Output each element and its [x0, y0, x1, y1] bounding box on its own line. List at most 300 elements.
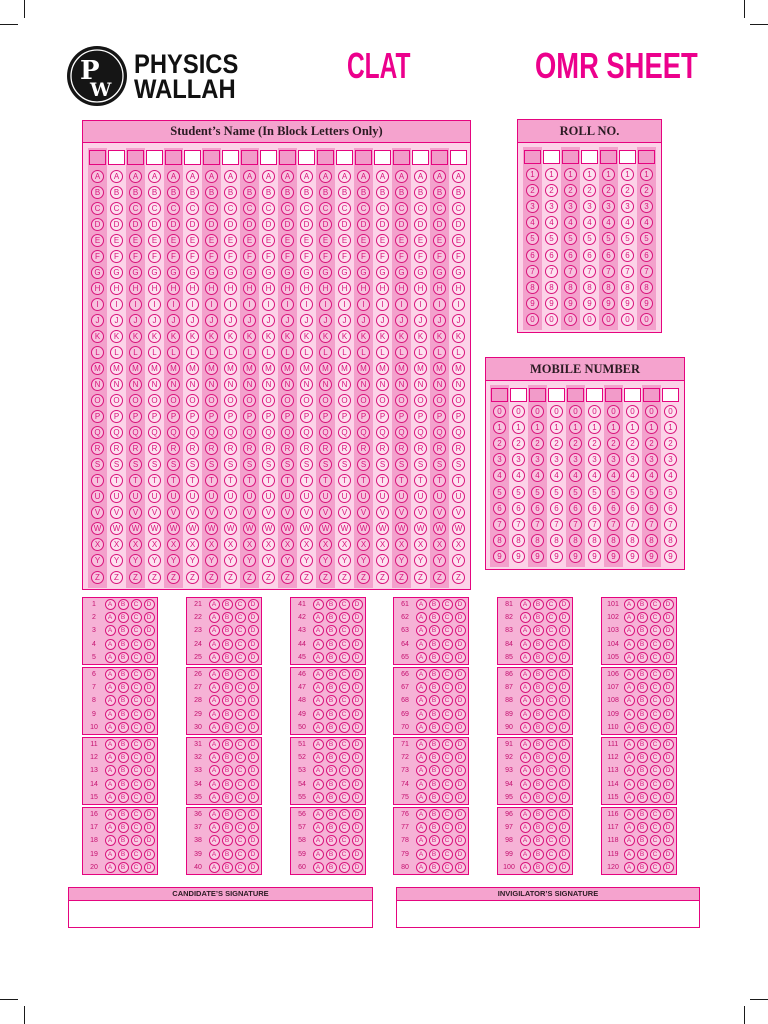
- name-bubble[interactable]: I: [129, 298, 142, 311]
- answer-bubble[interactable]: C: [442, 862, 453, 873]
- name-bubble[interactable]: H: [414, 282, 427, 295]
- name-bubble[interactable]: L: [129, 346, 142, 359]
- mobile-bubble[interactable]: 5: [512, 486, 525, 499]
- name-bubble[interactable]: R: [262, 442, 275, 455]
- answer-bubble[interactable]: C: [442, 682, 453, 693]
- mobile-bubble[interactable]: 4: [626, 469, 639, 482]
- answer-bubble[interactable]: C: [235, 835, 246, 846]
- answer-bubble[interactable]: A: [105, 792, 116, 803]
- answer-bubble[interactable]: B: [637, 779, 648, 790]
- answer-bubble[interactable]: B: [222, 682, 233, 693]
- name-bubble[interactable]: N: [319, 378, 332, 391]
- name-bubble[interactable]: A: [281, 170, 294, 183]
- name-bubble[interactable]: P: [300, 410, 313, 423]
- answer-bubble[interactable]: D: [352, 792, 363, 803]
- roll-bubble[interactable]: 8: [564, 281, 577, 294]
- name-bubble[interactable]: Z: [186, 571, 199, 584]
- name-bubble[interactable]: O: [452, 394, 465, 407]
- answer-bubble[interactable]: A: [105, 599, 116, 610]
- name-bubble[interactable]: I: [338, 298, 351, 311]
- name-bubble[interactable]: F: [452, 250, 465, 263]
- roll-bubble[interactable]: 2: [583, 184, 596, 197]
- answer-bubble[interactable]: A: [416, 739, 427, 750]
- roll-bubble[interactable]: 5: [564, 232, 577, 245]
- name-bubble[interactable]: P: [110, 410, 123, 423]
- name-bubble[interactable]: L: [281, 346, 294, 359]
- name-bubble[interactable]: P: [224, 410, 237, 423]
- name-bubble[interactable]: S: [414, 458, 427, 471]
- mobile-bubble[interactable]: 5: [588, 486, 601, 499]
- answer-bubble[interactable]: A: [624, 792, 635, 803]
- mobile-bubble[interactable]: 4: [531, 469, 544, 482]
- name-bubble[interactable]: M: [91, 362, 104, 375]
- name-bubble[interactable]: M: [167, 362, 180, 375]
- name-bubble[interactable]: P: [452, 410, 465, 423]
- name-bubble[interactable]: J: [414, 314, 427, 327]
- name-bubble[interactable]: A: [414, 170, 427, 183]
- answer-bubble[interactable]: B: [326, 765, 337, 776]
- mobile-bubble[interactable]: 8: [531, 534, 544, 547]
- name-bubble[interactable]: B: [319, 186, 332, 199]
- name-bubble[interactable]: B: [300, 186, 313, 199]
- name-bubble[interactable]: I: [243, 298, 256, 311]
- name-bubble[interactable]: K: [300, 330, 313, 343]
- name-bubble[interactable]: A: [148, 170, 161, 183]
- answer-bubble[interactable]: B: [222, 612, 233, 623]
- answer-bubble[interactable]: A: [313, 722, 324, 733]
- name-bubble[interactable]: F: [357, 250, 370, 263]
- name-bubble[interactable]: U: [205, 490, 218, 503]
- answer-bubble[interactable]: D: [663, 625, 674, 636]
- name-bubble[interactable]: K: [148, 330, 161, 343]
- name-bubble[interactable]: F: [186, 250, 199, 263]
- name-bubble[interactable]: L: [452, 346, 465, 359]
- name-bubble[interactable]: N: [357, 378, 370, 391]
- name-bubble[interactable]: V: [129, 506, 142, 519]
- answer-bubble[interactable]: C: [546, 682, 557, 693]
- name-bubble[interactable]: J: [205, 314, 218, 327]
- mobile-entry-box[interactable]: [662, 388, 679, 402]
- answer-bubble[interactable]: A: [624, 682, 635, 693]
- answer-bubble[interactable]: C: [546, 652, 557, 663]
- answer-bubble[interactable]: C: [339, 612, 350, 623]
- name-bubble[interactable]: U: [129, 490, 142, 503]
- roll-bubble[interactable]: 5: [602, 232, 615, 245]
- name-bubble[interactable]: Q: [262, 426, 275, 439]
- name-bubble[interactable]: J: [148, 314, 161, 327]
- answer-bubble[interactable]: A: [105, 652, 116, 663]
- name-bubble[interactable]: Z: [414, 571, 427, 584]
- mobile-entry-box[interactable]: [529, 388, 546, 402]
- answer-bubble[interactable]: D: [352, 822, 363, 833]
- mobile-bubble[interactable]: 0: [531, 405, 544, 418]
- mobile-bubble[interactable]: 1: [569, 421, 582, 434]
- name-bubble[interactable]: U: [357, 490, 370, 503]
- name-bubble[interactable]: M: [414, 362, 427, 375]
- mobile-bubble[interactable]: 5: [531, 486, 544, 499]
- answer-bubble[interactable]: A: [313, 682, 324, 693]
- name-bubble[interactable]: T: [281, 474, 294, 487]
- name-bubble[interactable]: Q: [357, 426, 370, 439]
- answer-bubble[interactable]: A: [313, 835, 324, 846]
- name-bubble[interactable]: V: [452, 506, 465, 519]
- answer-bubble[interactable]: C: [235, 739, 246, 750]
- mobile-bubble[interactable]: 6: [550, 502, 563, 515]
- name-bubble[interactable]: A: [205, 170, 218, 183]
- answer-bubble[interactable]: A: [624, 695, 635, 706]
- name-bubble[interactable]: J: [376, 314, 389, 327]
- mobile-bubble[interactable]: 8: [493, 534, 506, 547]
- answer-bubble[interactable]: D: [455, 835, 466, 846]
- answer-bubble[interactable]: C: [650, 849, 661, 860]
- name-bubble[interactable]: T: [148, 474, 161, 487]
- answer-bubble[interactable]: D: [248, 652, 259, 663]
- name-bubble[interactable]: I: [414, 298, 427, 311]
- answer-bubble[interactable]: D: [455, 822, 466, 833]
- name-bubble[interactable]: X: [91, 538, 104, 551]
- roll-bubble[interactable]: 4: [602, 216, 615, 229]
- name-bubble[interactable]: X: [262, 538, 275, 551]
- answer-bubble[interactable]: A: [209, 652, 220, 663]
- name-bubble[interactable]: T: [243, 474, 256, 487]
- name-bubble[interactable]: C: [300, 202, 313, 215]
- mobile-bubble[interactable]: 0: [588, 405, 601, 418]
- name-bubble[interactable]: R: [148, 442, 161, 455]
- name-bubble[interactable]: B: [205, 186, 218, 199]
- name-bubble[interactable]: B: [224, 186, 237, 199]
- mobile-bubble[interactable]: 8: [607, 534, 620, 547]
- mobile-bubble[interactable]: 8: [569, 534, 582, 547]
- answer-bubble[interactable]: C: [546, 695, 557, 706]
- name-bubble[interactable]: D: [319, 218, 332, 231]
- name-bubble[interactable]: X: [281, 538, 294, 551]
- name-bubble[interactable]: W: [395, 522, 408, 535]
- mobile-bubble[interactable]: 3: [569, 453, 582, 466]
- answer-bubble[interactable]: D: [352, 652, 363, 663]
- roll-bubble[interactable]: 8: [526, 281, 539, 294]
- answer-bubble[interactable]: B: [118, 695, 129, 706]
- answer-bubble[interactable]: B: [533, 682, 544, 693]
- name-bubble[interactable]: A: [91, 170, 104, 183]
- mobile-bubble[interactable]: 5: [664, 486, 677, 499]
- invigilator-signature-field[interactable]: [397, 901, 699, 927]
- answer-bubble[interactable]: D: [352, 695, 363, 706]
- name-bubble[interactable]: X: [414, 538, 427, 551]
- answer-bubble[interactable]: C: [339, 695, 350, 706]
- name-bubble[interactable]: W: [414, 522, 427, 535]
- name-bubble[interactable]: B: [452, 186, 465, 199]
- name-bubble[interactable]: W: [357, 522, 370, 535]
- answer-bubble[interactable]: D: [144, 612, 155, 623]
- answer-bubble[interactable]: A: [313, 822, 324, 833]
- name-bubble[interactable]: S: [243, 458, 256, 471]
- name-bubble[interactable]: S: [148, 458, 161, 471]
- answer-bubble[interactable]: C: [442, 765, 453, 776]
- name-bubble[interactable]: Z: [91, 571, 104, 584]
- answer-bubble[interactable]: C: [442, 792, 453, 803]
- name-bubble[interactable]: D: [338, 218, 351, 231]
- answer-bubble[interactable]: D: [144, 625, 155, 636]
- answer-bubble[interactable]: B: [429, 612, 440, 623]
- name-bubble[interactable]: V: [319, 506, 332, 519]
- answer-bubble[interactable]: D: [455, 849, 466, 860]
- mobile-bubble[interactable]: 7: [531, 518, 544, 531]
- name-bubble[interactable]: F: [148, 250, 161, 263]
- answer-bubble[interactable]: C: [131, 809, 142, 820]
- answer-bubble[interactable]: B: [222, 862, 233, 873]
- answer-bubble[interactable]: C: [650, 739, 661, 750]
- name-bubble[interactable]: X: [452, 538, 465, 551]
- answer-bubble[interactable]: C: [235, 612, 246, 623]
- name-bubble[interactable]: J: [281, 314, 294, 327]
- answer-bubble[interactable]: D: [559, 625, 570, 636]
- name-bubble[interactable]: T: [433, 474, 446, 487]
- answer-bubble[interactable]: D: [248, 849, 259, 860]
- name-bubble[interactable]: O: [433, 394, 446, 407]
- name-bubble[interactable]: S: [338, 458, 351, 471]
- mobile-bubble[interactable]: 8: [512, 534, 525, 547]
- name-bubble[interactable]: J: [167, 314, 180, 327]
- answer-bubble[interactable]: D: [455, 639, 466, 650]
- answer-bubble[interactable]: C: [546, 739, 557, 750]
- name-bubble[interactable]: F: [243, 250, 256, 263]
- name-bubble[interactable]: O: [376, 394, 389, 407]
- name-bubble[interactable]: A: [376, 170, 389, 183]
- answer-bubble[interactable]: B: [429, 792, 440, 803]
- name-bubble[interactable]: H: [395, 282, 408, 295]
- mobile-bubble[interactable]: 1: [531, 421, 544, 434]
- name-bubble[interactable]: O: [167, 394, 180, 407]
- name-bubble[interactable]: M: [110, 362, 123, 375]
- name-bubble[interactable]: Z: [452, 571, 465, 584]
- name-bubble[interactable]: N: [338, 378, 351, 391]
- answer-bubble[interactable]: D: [663, 669, 674, 680]
- name-bubble[interactable]: D: [300, 218, 313, 231]
- mobile-bubble[interactable]: 0: [664, 405, 677, 418]
- answer-bubble[interactable]: B: [326, 739, 337, 750]
- answer-bubble[interactable]: C: [339, 599, 350, 610]
- answer-bubble[interactable]: C: [235, 599, 246, 610]
- name-bubble[interactable]: H: [376, 282, 389, 295]
- name-bubble[interactable]: X: [205, 538, 218, 551]
- name-bubble[interactable]: R: [167, 442, 180, 455]
- answer-bubble[interactable]: C: [650, 639, 661, 650]
- name-bubble[interactable]: D: [414, 218, 427, 231]
- mobile-bubble[interactable]: 6: [664, 502, 677, 515]
- answer-bubble[interactable]: B: [118, 709, 129, 720]
- roll-bubble[interactable]: 0: [621, 313, 634, 326]
- name-bubble[interactable]: V: [243, 506, 256, 519]
- mobile-bubble[interactable]: 1: [626, 421, 639, 434]
- roll-entry-box[interactable]: [581, 150, 598, 164]
- mobile-bubble[interactable]: 7: [512, 518, 525, 531]
- answer-bubble[interactable]: A: [624, 709, 635, 720]
- name-bubble[interactable]: V: [357, 506, 370, 519]
- answer-bubble[interactable]: C: [131, 862, 142, 873]
- answer-bubble[interactable]: D: [559, 599, 570, 610]
- name-bubble[interactable]: A: [300, 170, 313, 183]
- name-bubble[interactable]: X: [395, 538, 408, 551]
- name-bubble[interactable]: X: [300, 538, 313, 551]
- mobile-bubble[interactable]: 6: [531, 502, 544, 515]
- answer-bubble[interactable]: D: [559, 669, 570, 680]
- name-bubble[interactable]: E: [433, 234, 446, 247]
- name-bubble[interactable]: G: [376, 266, 389, 279]
- answer-bubble[interactable]: D: [559, 779, 570, 790]
- answer-bubble[interactable]: A: [313, 779, 324, 790]
- name-bubble[interactable]: U: [91, 490, 104, 503]
- answer-bubble[interactable]: A: [520, 695, 531, 706]
- name-bubble[interactable]: L: [433, 346, 446, 359]
- answer-bubble[interactable]: C: [339, 709, 350, 720]
- mobile-bubble[interactable]: 4: [569, 469, 582, 482]
- name-bubble[interactable]: X: [357, 538, 370, 551]
- answer-bubble[interactable]: D: [455, 862, 466, 873]
- name-bubble[interactable]: L: [148, 346, 161, 359]
- answer-bubble[interactable]: D: [352, 669, 363, 680]
- answer-bubble[interactable]: A: [416, 722, 427, 733]
- roll-bubble[interactable]: 3: [640, 200, 653, 213]
- name-bubble[interactable]: K: [110, 330, 123, 343]
- name-bubble[interactable]: X: [186, 538, 199, 551]
- answer-bubble[interactable]: B: [326, 695, 337, 706]
- answer-bubble[interactable]: A: [105, 625, 116, 636]
- name-bubble[interactable]: C: [129, 202, 142, 215]
- roll-bubble[interactable]: 2: [640, 184, 653, 197]
- mobile-bubble[interactable]: 6: [569, 502, 582, 515]
- answer-bubble[interactable]: C: [546, 809, 557, 820]
- answer-bubble[interactable]: B: [326, 682, 337, 693]
- answer-bubble[interactable]: C: [650, 722, 661, 733]
- answer-bubble[interactable]: B: [222, 792, 233, 803]
- answer-bubble[interactable]: C: [442, 639, 453, 650]
- roll-bubble[interactable]: 8: [640, 281, 653, 294]
- answer-bubble[interactable]: D: [248, 695, 259, 706]
- roll-bubble[interactable]: 2: [526, 184, 539, 197]
- name-bubble[interactable]: F: [129, 250, 142, 263]
- name-bubble[interactable]: R: [224, 442, 237, 455]
- name-bubble[interactable]: U: [167, 490, 180, 503]
- name-bubble[interactable]: C: [224, 202, 237, 215]
- answer-bubble[interactable]: B: [533, 779, 544, 790]
- answer-bubble[interactable]: C: [546, 822, 557, 833]
- name-bubble[interactable]: G: [395, 266, 408, 279]
- name-bubble[interactable]: P: [167, 410, 180, 423]
- name-entry-box[interactable]: [165, 150, 182, 165]
- name-bubble[interactable]: B: [186, 186, 199, 199]
- name-bubble[interactable]: M: [300, 362, 313, 375]
- answer-bubble[interactable]: D: [248, 612, 259, 623]
- answer-bubble[interactable]: B: [533, 849, 544, 860]
- answer-bubble[interactable]: A: [313, 739, 324, 750]
- name-bubble[interactable]: D: [262, 218, 275, 231]
- name-bubble[interactable]: G: [433, 266, 446, 279]
- answer-bubble[interactable]: B: [222, 809, 233, 820]
- answer-bubble[interactable]: B: [533, 599, 544, 610]
- answer-bubble[interactable]: B: [429, 752, 440, 763]
- answer-bubble[interactable]: C: [650, 752, 661, 763]
- mobile-bubble[interactable]: 8: [550, 534, 563, 547]
- name-bubble[interactable]: J: [338, 314, 351, 327]
- answer-bubble[interactable]: A: [520, 625, 531, 636]
- mobile-bubble[interactable]: 8: [664, 534, 677, 547]
- answer-bubble[interactable]: C: [650, 682, 661, 693]
- name-bubble[interactable]: P: [357, 410, 370, 423]
- answer-bubble[interactable]: B: [637, 652, 648, 663]
- answer-bubble[interactable]: A: [313, 792, 324, 803]
- name-bubble[interactable]: I: [205, 298, 218, 311]
- answer-bubble[interactable]: A: [105, 822, 116, 833]
- name-bubble[interactable]: F: [91, 250, 104, 263]
- name-bubble[interactable]: T: [414, 474, 427, 487]
- answer-bubble[interactable]: B: [222, 652, 233, 663]
- answer-bubble[interactable]: A: [209, 792, 220, 803]
- answer-bubble[interactable]: A: [520, 792, 531, 803]
- answer-bubble[interactable]: D: [559, 752, 570, 763]
- answer-bubble[interactable]: C: [235, 809, 246, 820]
- mobile-bubble[interactable]: 7: [607, 518, 620, 531]
- name-bubble[interactable]: G: [91, 266, 104, 279]
- name-entry-box[interactable]: [450, 150, 467, 165]
- answer-bubble[interactable]: D: [144, 682, 155, 693]
- name-bubble[interactable]: G: [110, 266, 123, 279]
- roll-bubble[interactable]: 5: [640, 232, 653, 245]
- answer-bubble[interactable]: D: [663, 835, 674, 846]
- name-bubble[interactable]: G: [148, 266, 161, 279]
- answer-bubble[interactable]: A: [209, 709, 220, 720]
- name-bubble[interactable]: R: [110, 442, 123, 455]
- name-bubble[interactable]: K: [319, 330, 332, 343]
- answer-bubble[interactable]: A: [416, 822, 427, 833]
- answer-bubble[interactable]: D: [144, 765, 155, 776]
- name-bubble[interactable]: J: [452, 314, 465, 327]
- roll-bubble[interactable]: 0: [564, 313, 577, 326]
- answer-bubble[interactable]: B: [429, 722, 440, 733]
- answer-bubble[interactable]: B: [118, 722, 129, 733]
- name-entry-box[interactable]: [89, 150, 106, 165]
- answer-bubble[interactable]: A: [209, 739, 220, 750]
- answer-bubble[interactable]: A: [209, 669, 220, 680]
- name-bubble[interactable]: S: [300, 458, 313, 471]
- name-bubble[interactable]: L: [186, 346, 199, 359]
- answer-bubble[interactable]: C: [442, 709, 453, 720]
- name-bubble[interactable]: V: [167, 506, 180, 519]
- answer-bubble[interactable]: A: [209, 599, 220, 610]
- name-bubble[interactable]: G: [224, 266, 237, 279]
- name-bubble[interactable]: D: [148, 218, 161, 231]
- answer-bubble[interactable]: D: [248, 709, 259, 720]
- name-bubble[interactable]: Y: [205, 554, 218, 567]
- mobile-bubble[interactable]: 3: [645, 453, 658, 466]
- name-bubble[interactable]: I: [110, 298, 123, 311]
- name-bubble[interactable]: V: [395, 506, 408, 519]
- name-bubble[interactable]: V: [262, 506, 275, 519]
- answer-bubble[interactable]: A: [624, 862, 635, 873]
- answer-bubble[interactable]: A: [313, 612, 324, 623]
- answer-bubble[interactable]: D: [559, 612, 570, 623]
- answer-bubble[interactable]: B: [533, 862, 544, 873]
- name-bubble[interactable]: T: [376, 474, 389, 487]
- mobile-bubble[interactable]: 2: [512, 437, 525, 450]
- name-bubble[interactable]: B: [338, 186, 351, 199]
- name-bubble[interactable]: K: [433, 330, 446, 343]
- name-bubble[interactable]: C: [319, 202, 332, 215]
- name-bubble[interactable]: S: [91, 458, 104, 471]
- answer-bubble[interactable]: B: [326, 625, 337, 636]
- mobile-bubble[interactable]: 2: [645, 437, 658, 450]
- name-bubble[interactable]: R: [319, 442, 332, 455]
- name-bubble[interactable]: C: [281, 202, 294, 215]
